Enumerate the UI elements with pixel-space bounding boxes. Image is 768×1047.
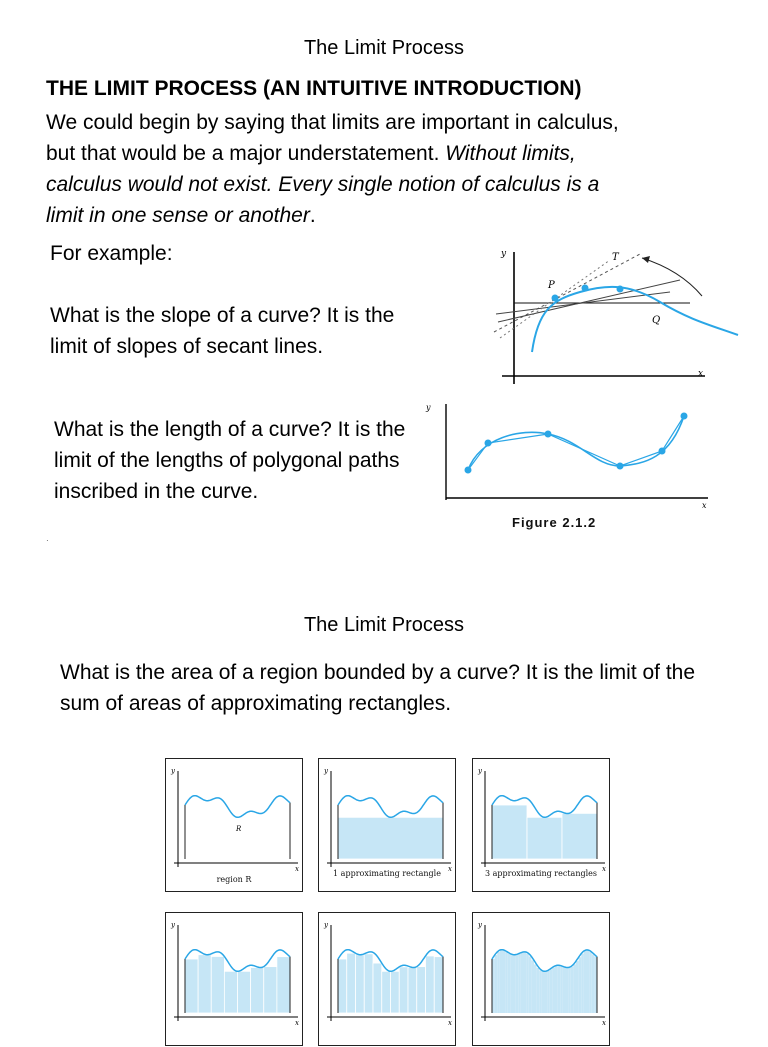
approximating-rectangle [592,954,595,1013]
curve [338,796,443,818]
approximating-rectangle [542,971,545,1013]
one-rectangle-panel [318,758,456,892]
x-axis-label: x [448,1019,452,1027]
vertex [681,413,688,420]
x-axis-label: x [448,865,452,873]
approximating-rectangle [552,967,555,1013]
x-axis-label: x [602,865,606,873]
approach-arrow [642,258,702,296]
approximating-rectangle [581,954,584,1013]
approximating-rectangle [338,959,347,1013]
example-label: For example: [50,242,173,265]
x-axis-label: x [698,369,704,379]
intro-end: . [309,204,316,227]
panel-graph [166,913,304,1047]
approximating-rectangle [527,817,562,859]
length-question: What is the length of a curve? It is the limit of the lengths of polygonal paths inscribed in the curve. [54,418,406,503]
approximating-rectangle [492,805,527,859]
y-axis-label: y [426,403,431,412]
region-label: R [236,825,242,833]
y-axis-label: y [478,767,482,775]
approximating-rectangle [497,952,500,1013]
x-axis-label: x [602,1019,606,1027]
approximating-rectangle [571,967,574,1013]
approximating-rectangle [550,969,553,1013]
vertex [659,448,666,455]
approximating-rectangle [264,967,277,1013]
approximating-rectangle [526,954,529,1013]
vertex [617,463,624,470]
approximating-rectangle [562,813,597,859]
secant-figure [480,240,750,390]
intro-paragraph [46,107,636,231]
panel-label: 1 approximating rectangle [333,869,441,878]
approximating-rectangle [563,967,566,1013]
approximating-rectangle [555,966,558,1013]
approximating-rectangle [364,954,373,1013]
slide-title: The Limit Process [303,37,465,59]
approximating-rectangle [521,953,524,1013]
tangent-line [494,254,640,332]
approximating-rectangle [224,971,237,1013]
approximating-rectangle [579,957,582,1013]
figure-caption: Figure 2.1.2 [512,515,597,530]
arrowhead-icon [642,256,650,263]
x-axis-label: x [295,865,299,873]
approximating-rectangle [211,956,224,1013]
approximating-rectangle [277,957,290,1013]
approximating-rectangle [573,964,576,1013]
section-heading: THE LIMIT PROCESS (AN INTUITIVE INTRODUCTION) [46,77,582,100]
intro-italic-text: Without limits, calculus would not exist. Every single notion of calculus is a limit in one sense or another [46,142,600,227]
approximating-rectangle [408,968,417,1013]
twelve-rectangles-panel [318,912,456,1046]
approximating-rectangle [503,951,506,1013]
point-p-label: P [548,280,555,291]
approximating-rectangle [513,955,516,1013]
region-panel [165,758,303,892]
panel-label: 3 approximating rectangles [485,869,597,878]
approximating-rectangle [198,955,211,1013]
approximating-rectangle [560,966,563,1013]
approximating-rectangle [417,967,426,1013]
approximating-rectangle [584,951,587,1013]
approximating-rectangle [508,954,511,1013]
x-axis-label: x [295,1019,299,1027]
approximating-rectangle [524,952,527,1013]
point-q-label: Q [652,315,661,326]
approximating-rectangle [495,955,498,1013]
approximating-rectangle [434,957,443,1013]
approximating-rectangle [347,953,356,1013]
approximating-rectangle [558,966,561,1013]
approximating-rectangle [516,955,519,1013]
approximating-rectangle [373,963,382,1013]
slide-title: The Limit Process [303,614,465,636]
point-1 [582,285,589,292]
approximating-rectangle [545,971,548,1013]
many-rectangles-panel [472,912,610,1046]
y-axis-label: y [324,921,328,929]
approximating-rectangle [531,960,534,1013]
approximating-rectangle [587,950,590,1013]
approximating-rectangle [547,971,550,1013]
slope-question: What is the slope of a curve? It is the limit of slopes of secant lines. [50,304,395,358]
polygon-path-figure [420,398,720,514]
point-t-label: T [612,252,619,263]
approximating-rectangle [426,956,435,1013]
approximating-rectangle [356,955,365,1013]
approximating-rectangle [391,971,400,1013]
approximating-rectangle [518,954,521,1013]
three-rectangles-panel [472,758,610,892]
vertex [545,431,552,438]
y-axis-label: y [171,767,175,775]
y-axis-label: y [501,249,507,259]
y-axis-label: y [478,921,482,929]
approximating-rectangle [576,961,579,1013]
approximating-rectangle [338,817,443,859]
vertex [485,440,492,447]
curve [185,796,290,818]
polygonal-path [468,416,684,470]
area-question: What is the area of a region bounded by a curve? It is the limit of the sum of areas of approximating rectangles. [60,661,696,715]
approximating-rectangle [251,968,264,1013]
approximating-rectangle [185,959,198,1013]
approximating-rectangle [500,950,503,1013]
approximating-rectangle [382,971,391,1013]
panel-graph [319,913,457,1047]
y-axis-label: y [324,767,328,775]
x-axis-label: x [702,501,707,510]
panel-graph [473,913,611,1047]
point-2 [617,286,624,293]
approximating-rectangle [537,968,540,1013]
panel-label: region R [216,875,252,884]
approximating-rectangle [568,968,571,1013]
stray-bullet: · [46,536,49,545]
vertex [465,467,472,474]
y-axis-label: y [171,921,175,929]
eight-rectangles-panel [165,912,303,1046]
approximating-rectangle [534,964,537,1013]
panel-graph [166,759,304,893]
approximating-rectangle [529,956,532,1013]
approximating-rectangle [510,955,513,1013]
approximating-rectangle [505,952,508,1013]
point-p [552,295,559,302]
approximating-rectangle [399,967,408,1013]
approximating-rectangle [566,968,569,1013]
curve [468,416,684,470]
approximating-rectangle [589,952,592,1013]
intro-text: We could begin by saying that limits are important in calculus, but that would be a major understatement. [46,111,619,165]
approximating-rectangle [539,970,542,1013]
approximating-rectangle [238,971,251,1013]
